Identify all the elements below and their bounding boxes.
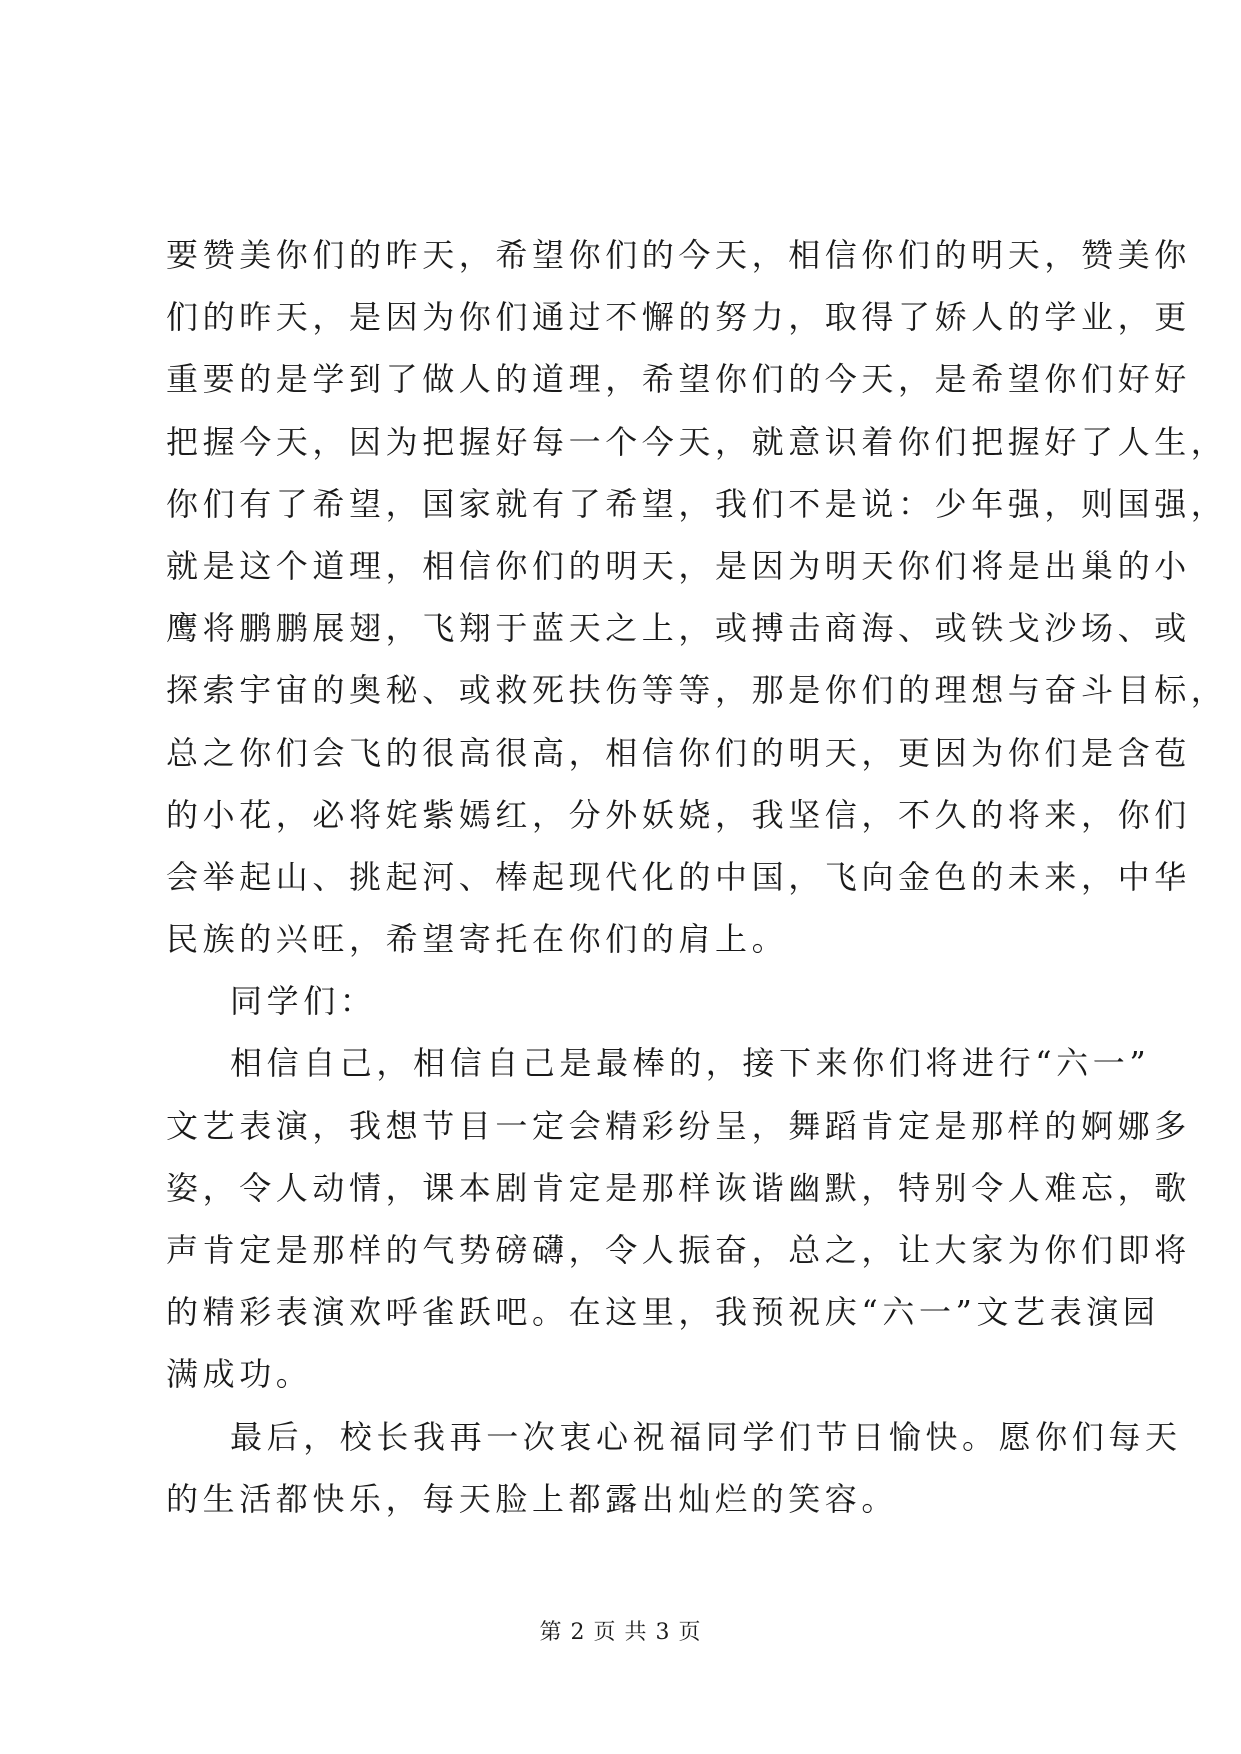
text-line: 最后，校长我再一次衷心祝福同学们节日愉快。愿你们每天 (230, 1417, 1182, 1456)
text-line: 把握今天，因为把握好每一个今天，就意识着你们把握好了人生， (166, 422, 1228, 461)
text-line: 相信自己，相信自己是最棒的，接下来你们将进行“六一” (230, 1044, 1151, 1083)
text-line: 会举起山、挑起河、棒起现代化的中国，飞向金色的未来，中华 (166, 857, 1191, 896)
text-line: 民族的兴旺，希望寄托在你们的肩上。 (166, 920, 789, 959)
text-line: 就是这个道理，相信你们的明天，是因为明天你们将是出巢的小 (166, 546, 1191, 585)
text-line: 总之你们会飞的很高很高，相信你们的明天，更因为你们是含苞 (166, 733, 1191, 772)
text-line: 的生活都快乐，每天脸上都露出灿烂的笑容。 (166, 1479, 899, 1518)
paragraph (166, 970, 1086, 1032)
text-line: 们的昨天，是因为你们通过不懈的努力，取得了娇人的学业，更 (166, 298, 1191, 337)
document-body (166, 224, 1228, 1530)
paragraph (166, 1406, 1182, 1530)
paragraph (166, 224, 1228, 970)
text-line: 同学们： (230, 982, 377, 1021)
text-line: 要赞美你们的昨天，希望你们的今天，相信你们的明天，赞美你 (166, 236, 1191, 274)
page-footer: 第 2 页 共 3 页 (539, 1620, 702, 1645)
text-line: 满成功。 (166, 1355, 313, 1394)
text-line: 声肯定是那样的气势磅礴，令人振奋，总之，让大家为你们即将 (166, 1231, 1191, 1269)
text-line: 重要的是学到了做人的道理，希望你们的今天，是希望你们好好 (166, 360, 1191, 399)
text-line: 文艺表演，我想节目一定会精彩纷呈，舞蹈肯定是那样的婀娜多 (166, 1106, 1191, 1145)
text-line: 的精彩表演欢呼雀跃吧。在这里，我预祝庆“六一”文艺表演园 (166, 1293, 1160, 1332)
text-line: 的小花，必将姹紫嫣红，分外妖娆，我坚信，不久的将来，你们 (166, 795, 1191, 834)
text-line: 你们有了希望，国家就有了希望，我们不是说：少年强，则国强， (166, 484, 1228, 523)
paragraph (166, 1032, 1191, 1405)
text-line: 姿，令人动情，课本剧肯定是那样诙谐幽默，特别令人难忘，歌 (166, 1168, 1191, 1207)
text-line: 鹰将鹏鹏展翅，飞翔于蓝天之上，或搏击商海、或铁戈沙场、或 (166, 609, 1191, 648)
text-line: 探索宇宙的奥秘、或救死扶伤等等，那是你们的理想与奋斗目标， (166, 671, 1228, 710)
